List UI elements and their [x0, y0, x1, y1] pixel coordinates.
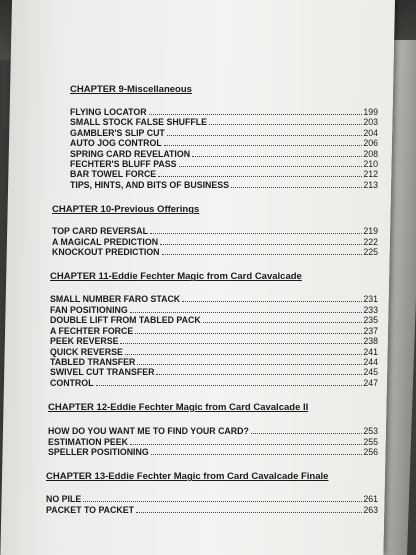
toc-entry — [50, 336, 378, 346]
toc-entry — [50, 367, 378, 377]
entry-title: QUICK REVERSE — [50, 346, 123, 357]
toc-entry — [52, 226, 378, 236]
toc-entry — [70, 159, 378, 169]
chapter-9-section — [70, 84, 378, 190]
dot-leader — [209, 124, 362, 125]
entry-title: FECHTER'S BLUFF PASS — [70, 159, 177, 170]
dot-leader — [130, 312, 363, 313]
dot-leader — [179, 166, 363, 167]
entry-page: 245 — [363, 367, 378, 378]
toc-entry — [70, 107, 378, 117]
dot-leader — [83, 501, 362, 502]
entry-title: SPELLER POSITIONING — [48, 446, 149, 457]
toc-entry — [70, 138, 378, 148]
dot-leader — [182, 301, 362, 302]
entry-page: 233 — [363, 304, 378, 315]
toc-entry — [70, 149, 378, 159]
table-of-contents — [46, 84, 378, 529]
entry-title: TOP CARD REVERSAL — [52, 226, 148, 237]
toc-entry — [70, 169, 378, 179]
chapter-heading: CHAPTER 11-Eddie Fechter Magic from Card Cavalcade — [50, 271, 302, 283]
chapter-10-section — [52, 204, 378, 257]
chapter-heading: CHAPTER 13-Eddie Fechter Magic from Card Cavalcade Finale — [46, 471, 329, 483]
dot-leader — [203, 322, 363, 323]
entry-title: SMALL STOCK FALSE SHUFFLE — [70, 117, 208, 128]
entry-title: FAN POSITIONING — [50, 304, 128, 315]
entry-title: TABLED TRANSFER — [50, 356, 136, 367]
entry-page: 244 — [363, 356, 378, 367]
entry-title: NO PILE — [46, 494, 82, 505]
toc-entry — [50, 305, 378, 315]
toc-entry — [70, 117, 378, 127]
dot-leader — [158, 176, 362, 177]
chapter-heading: CHAPTER 10-Previous Offerings — [52, 204, 200, 216]
entry-title: HOW DO YOU WANT ME TO FIND YOUR CARD? — [48, 426, 249, 437]
entry-page: 237 — [363, 325, 378, 336]
dot-leader — [162, 254, 363, 255]
dot-leader — [150, 233, 362, 234]
dot-leader — [151, 454, 363, 455]
entry-page: 204 — [363, 127, 378, 138]
toc-entry — [70, 180, 378, 190]
entry-title: BAR TOWEL FORCE — [70, 169, 157, 180]
entry-page: 238 — [363, 336, 378, 347]
entry-page: 210 — [363, 159, 378, 170]
entry-page: 261 — [363, 494, 378, 505]
entry-title: DOUBLE LIFT FROM TABLED PACK — [50, 315, 201, 326]
dot-leader — [251, 433, 362, 434]
toc-entry — [50, 357, 378, 367]
dot-leader — [130, 444, 362, 445]
dot-leader — [149, 114, 363, 115]
dot-leader — [192, 156, 362, 157]
entry-title: AUTO JOG CONTROL — [70, 138, 162, 149]
dot-leader — [135, 333, 362, 334]
toc-entry — [52, 237, 378, 247]
toc-entry — [50, 378, 378, 388]
dot-leader — [125, 354, 362, 355]
toc-entry — [52, 247, 378, 257]
dot-leader — [120, 343, 362, 344]
toc-entry — [50, 315, 378, 325]
entry-title: TIPS, HINTS, AND BITS OF BUSINESS — [70, 179, 230, 190]
entry-page: 213 — [363, 179, 378, 190]
entry-title: PACKET TO PACKET — [46, 504, 134, 515]
dot-leader — [167, 135, 363, 136]
entry-page: 219 — [363, 226, 378, 237]
entry-page: 235 — [363, 315, 378, 326]
entry-title: ESTIMATION PEEK — [48, 436, 128, 447]
chapter-heading: CHAPTER 9-Miscellaneous — [70, 84, 192, 95]
chapter-heading: CHAPTER 12-Eddie Fechter Magic from Card Cavalcade II — [48, 402, 309, 414]
chapter-11-section — [50, 271, 378, 388]
toc-entry — [48, 426, 378, 436]
entry-title: KNOCKOUT PREDICTION — [52, 247, 160, 258]
entry-title: A FECHTER FORCE — [50, 325, 134, 336]
entry-page: 208 — [363, 148, 378, 159]
entry-page: 256 — [363, 446, 378, 457]
entry-page: 203 — [363, 117, 378, 128]
chapter-13-section — [46, 471, 378, 515]
dot-leader — [96, 385, 363, 386]
dot-leader — [137, 364, 362, 365]
entry-title: SPRING CARD REVELATION — [70, 148, 191, 159]
toc-entry — [50, 326, 378, 336]
entry-page: 247 — [363, 377, 378, 388]
toc-entry — [48, 437, 378, 447]
entry-title: SMALL NUMBER FARO STACK — [50, 294, 181, 305]
toc-entry — [50, 294, 378, 304]
toc-entry — [48, 447, 378, 457]
toc-entry — [46, 494, 378, 504]
entry-page: 199 — [363, 107, 378, 117]
entry-page: 253 — [363, 426, 378, 437]
entry-page: 225 — [363, 247, 378, 258]
entry-title: GAMBLER'S SLIP CUT — [70, 127, 165, 138]
entry-page: 222 — [363, 236, 378, 247]
entry-page: 255 — [363, 436, 378, 447]
entry-title: A MAGICAL PREDICTION — [52, 236, 159, 247]
toc-entry — [50, 347, 378, 357]
dot-leader — [160, 244, 362, 245]
entry-title: PEEK REVERSE — [50, 336, 119, 347]
dot-leader — [164, 145, 363, 146]
dot-leader — [231, 187, 362, 188]
entry-page: 241 — [363, 346, 378, 357]
entry-page: 212 — [363, 169, 378, 180]
entry-title: SWIVEL CUT TRANSFER — [50, 367, 155, 378]
chapter-12-section — [48, 402, 378, 457]
entry-page: 263 — [363, 504, 378, 515]
toc-entry — [70, 128, 378, 138]
entry-page: 231 — [363, 294, 378, 305]
entry-title: FLYING LOCATOR — [70, 107, 147, 117]
dot-leader — [156, 374, 362, 375]
dot-leader — [136, 512, 362, 513]
toc-entry — [46, 505, 378, 515]
entry-title: CONTROL — [50, 377, 94, 388]
entry-page: 206 — [363, 138, 378, 149]
